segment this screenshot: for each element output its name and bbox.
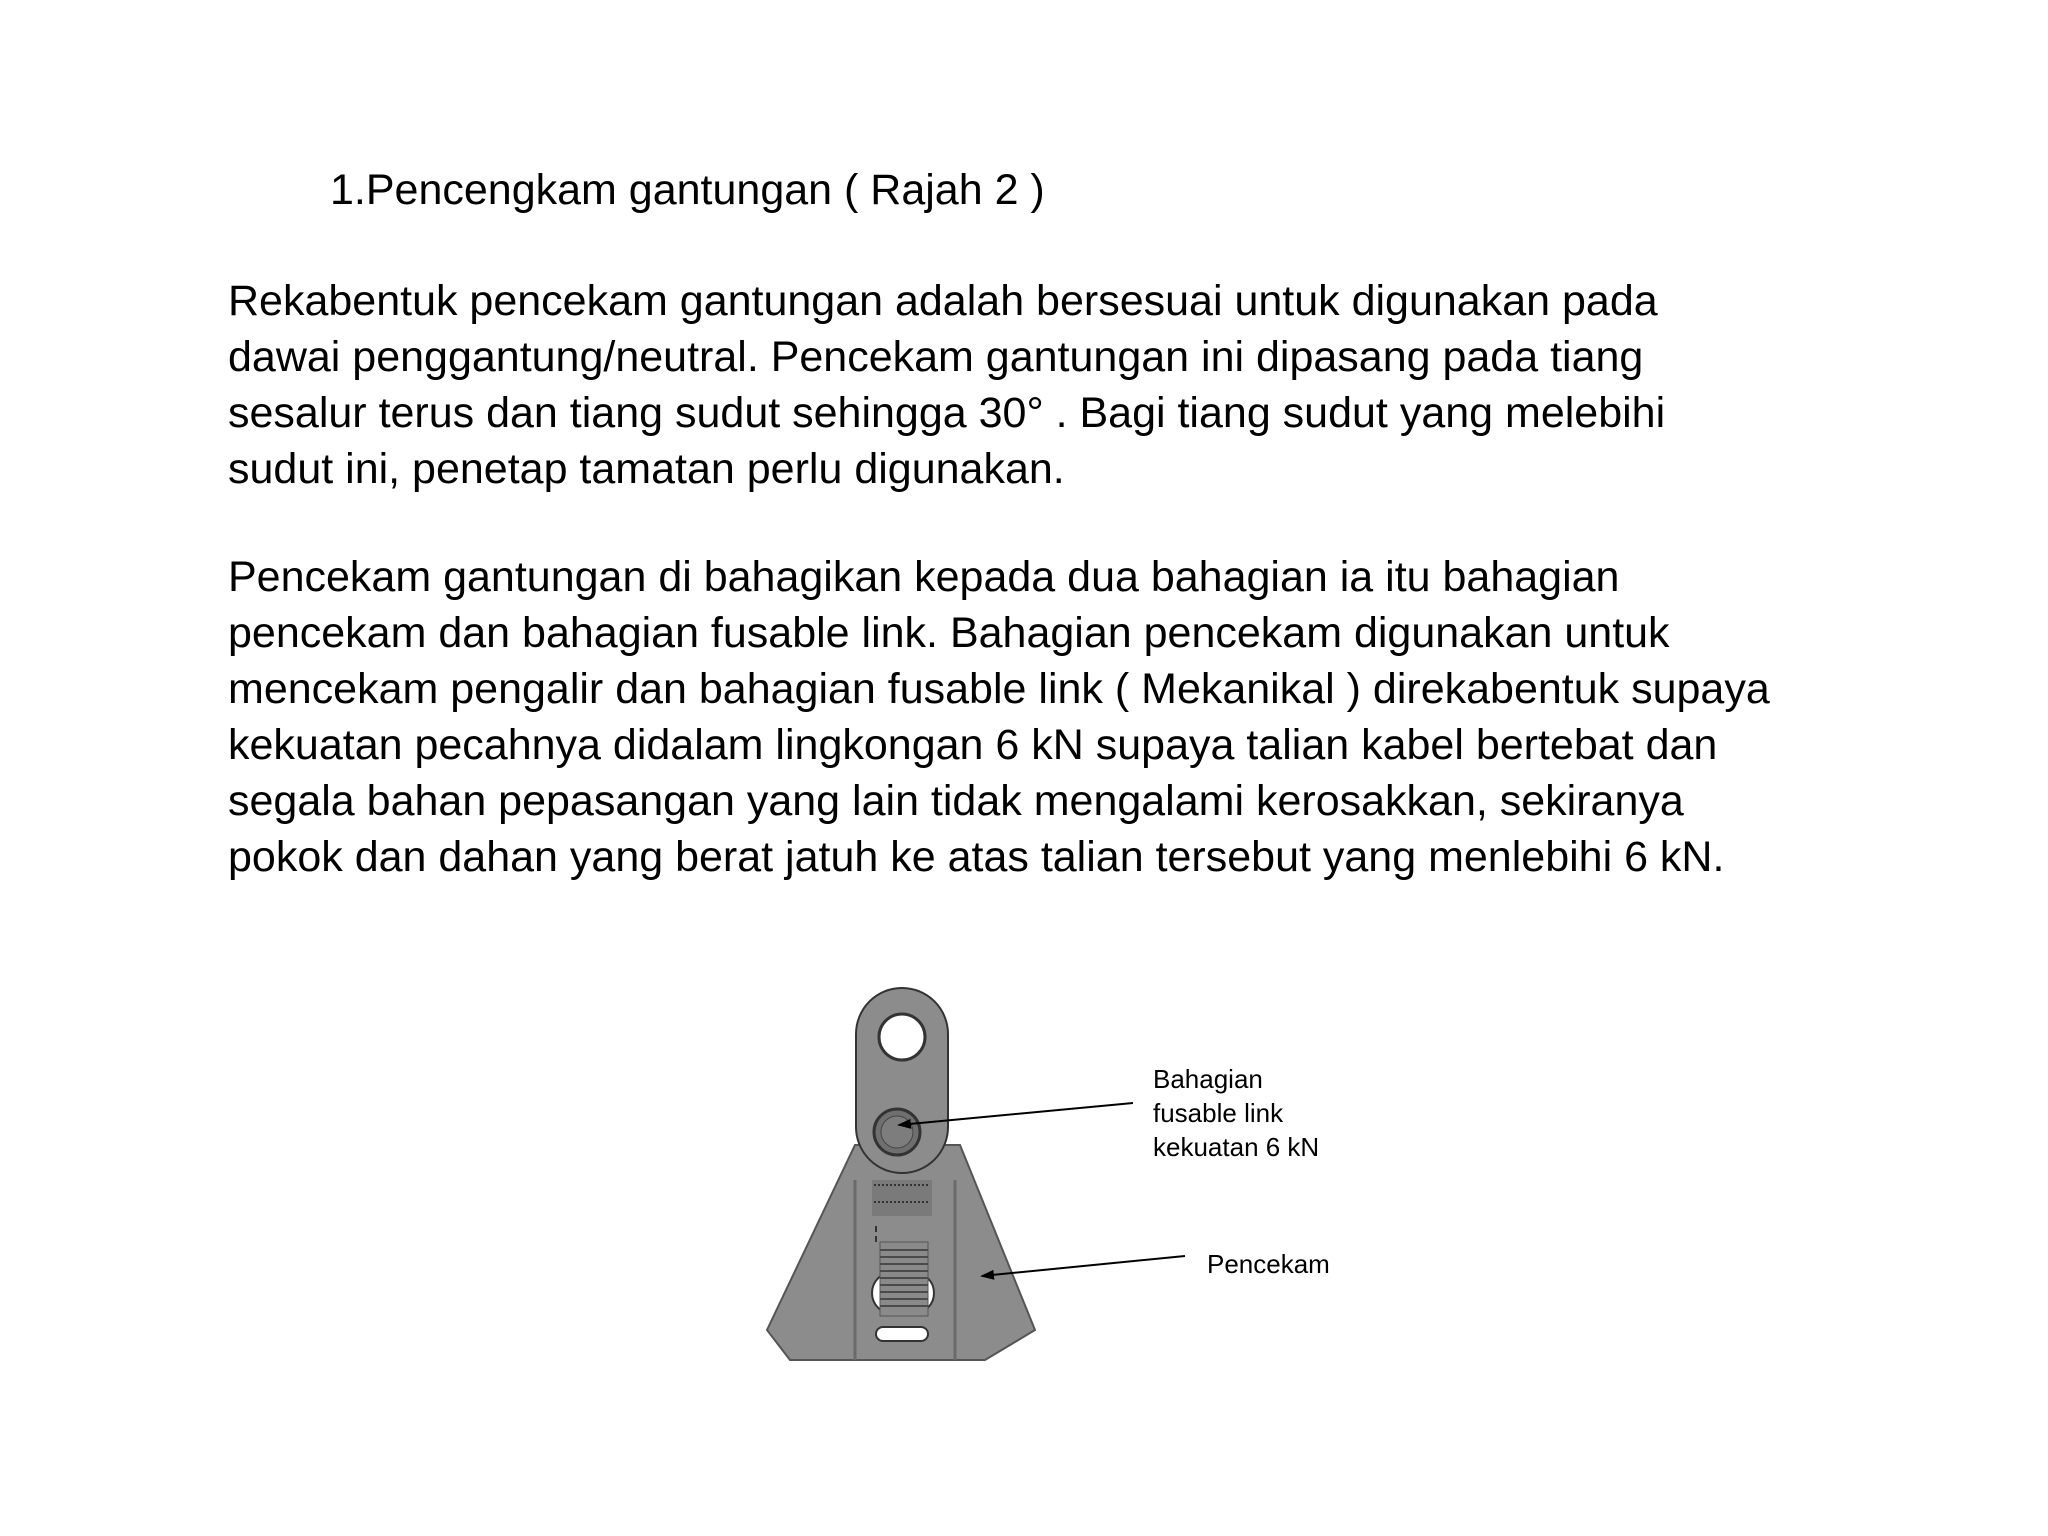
text-line: pencekam dan bahagian fusable link. Bahagian pencekam digunakan untuk	[228, 609, 1670, 657]
text-line: segala bahan pepasangan yang lain tidak mengalami kerosakkan, sekiranya	[228, 777, 1684, 825]
paragraph-design	[228, 273, 2018, 497]
text-line: Rekabentuk pencekam gantungan adalah bersesuai untuk digunakan pada	[228, 277, 1658, 325]
arrow-pencekam	[982, 1256, 1185, 1276]
label-pencekam: Pencekam	[1207, 1249, 1330, 1279]
text-line: pokok dan dahan yang berat jatuh ke atas talian tersebut yang menlebihi 6 kN.	[228, 833, 1725, 881]
label-line: fusable link	[1153, 1098, 1284, 1128]
label-fusable-link	[1153, 1062, 1319, 1164]
hanger-hole	[879, 1014, 925, 1060]
bottom-slot	[876, 1327, 928, 1341]
text-line: sesalur terus dan tiang sudut sehingga 30° . Bagi tiang sudut yang melebihi	[228, 389, 1666, 437]
label-line: Bahagian	[1153, 1064, 1263, 1094]
suspension-clamp-figure	[760, 980, 1380, 1380]
text-line: Pencekam gantungan di bahagikan kepada dua bahagian ia itu bahagian	[228, 553, 1620, 601]
text-line: dawai penggantung/neutral. Pencekam gantungan ini dipasang pada tiang	[228, 333, 1644, 381]
section-heading: 1.Pencengkam gantungan ( Rajah 2 )	[330, 166, 1045, 214]
label-line: kekuatan 6 kN	[1153, 1132, 1320, 1162]
text-line: sudut ini, penetap tamatan perlu digunakan.	[228, 445, 1065, 493]
suspension-clamp-illustration	[760, 980, 1380, 1380]
paragraph-parts	[228, 549, 2018, 885]
text-line: kekuatan pecahnya didalam lingkongan 6 kN supaya talian kabel bertebat dan	[228, 721, 1718, 769]
text-line: mencekam pengalir dan bahagian fusable link ( Mekanikal ) direkabentuk supaya	[228, 665, 1770, 713]
